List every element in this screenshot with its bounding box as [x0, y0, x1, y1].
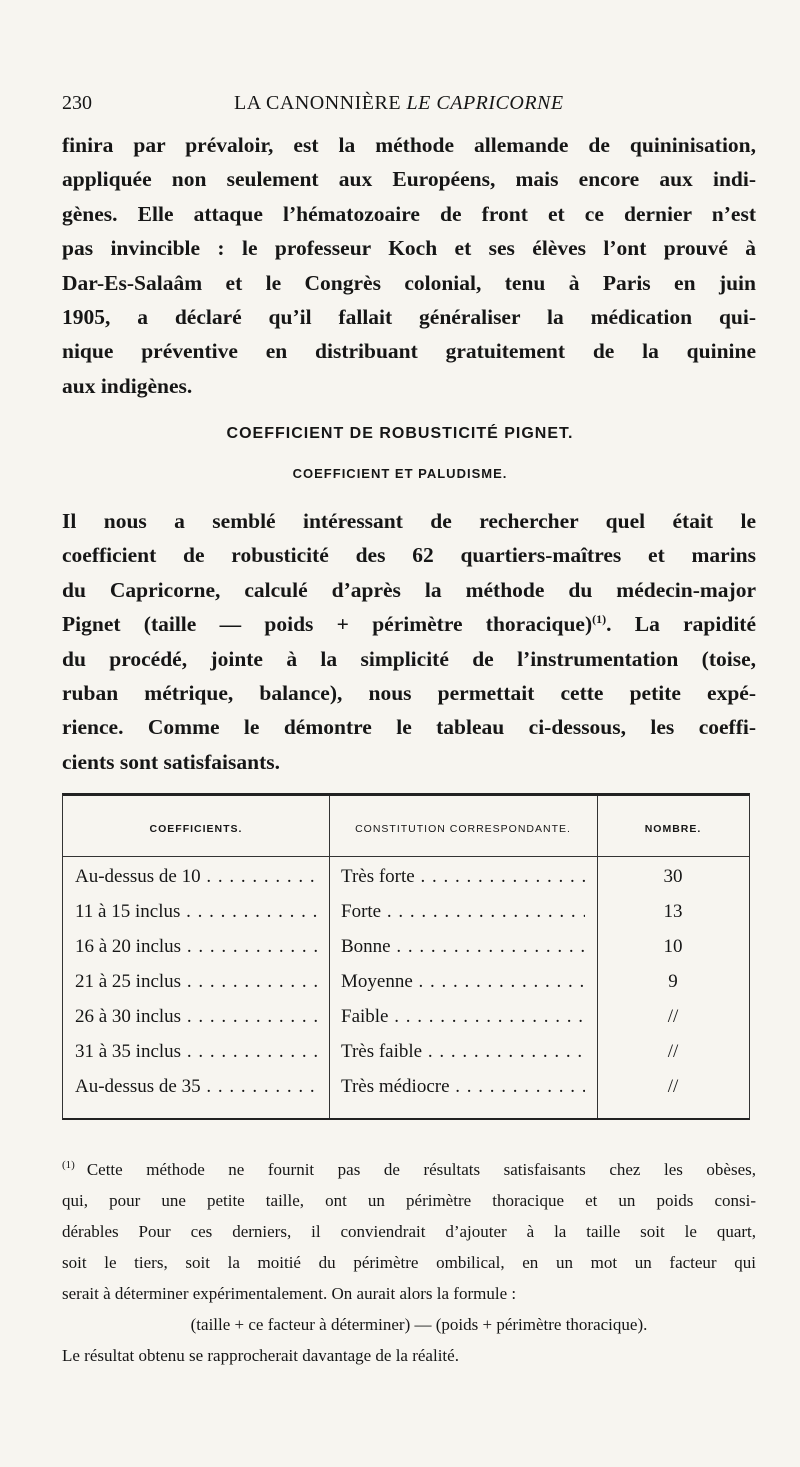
- footnote-marker: (1): [62, 1159, 75, 1172]
- cell-constitution: Très forte . . .: [341, 866, 585, 888]
- footnote: [62, 1154, 756, 1371]
- cell-range: Au-dessus de 35 . . .: [75, 1076, 317, 1098]
- column-header-coefficients: COEFFICIENTS.: [149, 823, 243, 835]
- table-row: [63, 971, 749, 1005]
- column-header-nombre: NOMBRE.: [644, 823, 702, 835]
- cell-range: 26 à 30 inclus . . .: [75, 1006, 317, 1028]
- footnote-line: dérables Pour ces derniers, il conviendrait d’ajouter à la taille soit le quart,: [62, 1222, 756, 1241]
- text-fragment: Cette méthode ne fournit pas de résultats satisfaisants chez les obèses,: [86, 1160, 756, 1179]
- cell-count: 30: [663, 866, 683, 887]
- cell-constitution: Très faible . . .: [341, 1041, 585, 1063]
- running-title-roman: LA CANONNIÈRE: [234, 92, 402, 114]
- text-line: aux indigènes.: [62, 373, 193, 398]
- page-number: 230: [62, 92, 92, 114]
- footnote-formula: (taille + ce facteur à déterminer) — (poids + périmètre thoracique).: [190, 1315, 648, 1334]
- text-line: 1905, a déclaré qu’il fallait généraliser la médication qui-: [62, 305, 756, 330]
- text-line: gènes. Elle attaque l’hématozoaire de front et ce dernier n’est: [62, 201, 756, 226]
- cell-count: //: [667, 1041, 679, 1062]
- text-fragment: Pignet (taille — poids + périmètre thoracique): [62, 612, 593, 637]
- text-line: du procédé, jointe à la simplicité de l’instrumentation (toise,: [62, 646, 756, 671]
- text-fragment: . La rapidité: [606, 612, 756, 637]
- text-line: pas invincible : le professeur Koch et ses élèves l’ont prouvé à: [62, 236, 756, 261]
- column-header-constitution: CONSTITUTION CORRESPONDANTE.: [355, 823, 571, 835]
- cell-constitution: Bonne . . .: [341, 936, 585, 958]
- text-line: ruban métrique, balance), nous permettait cette petite expé-: [62, 681, 756, 706]
- paragraph-quininisation: [62, 128, 756, 403]
- cell-count: 9: [668, 971, 678, 992]
- text-line: appliquée non seulement aux Européens, mais encore aux indi-: [62, 167, 756, 192]
- cell-range: 16 à 20 inclus . . .: [75, 936, 317, 958]
- cell-count: //: [667, 1076, 679, 1097]
- table-row: [63, 901, 749, 935]
- coefficient-table: [62, 793, 750, 1120]
- cell-range: 31 à 35 inclus . . .: [75, 1041, 317, 1063]
- footnote-line: serait à déterminer expérimentalement. On aurait alors la formule :: [62, 1284, 517, 1303]
- cell-range: 11 à 15 inclus . . .: [75, 901, 317, 923]
- text-line-with-footnote: [62, 607, 756, 641]
- text-line: coefficient de robusticité des 62 quartiers-maîtres et marins: [62, 543, 756, 568]
- cell-count: //: [667, 1006, 679, 1027]
- table-row: [63, 1006, 749, 1040]
- cell-count: 10: [663, 936, 683, 957]
- cell-constitution: Très médiocre . . .: [341, 1076, 585, 1098]
- text-line: cients sont satisfaisants.: [62, 749, 281, 774]
- text-line: Dar-Es-Salaâm et le Congrès colonial, tenu à Paris en juin: [62, 270, 756, 295]
- table-row: [63, 1041, 749, 1075]
- footnote-line: qui, pour une petite taille, ont un périmètre thoracique et un poids consi-: [62, 1191, 756, 1210]
- table-row: [63, 1076, 749, 1110]
- cell-constitution: Forte . . .: [341, 901, 585, 923]
- running-head: [62, 88, 738, 122]
- cell-range: 21 à 25 inclus . . .: [75, 971, 317, 993]
- running-title-italic: LE CAPRICORNE: [406, 92, 564, 114]
- paragraph-robusticite: [62, 504, 756, 779]
- footnote-line: soit le tiers, soit la moitié du périmètre ombilical, en un mot un facteur qui: [62, 1253, 756, 1272]
- footnote-conclusion: Le résultat obtenu se rapprocherait davantage de la réalité.: [62, 1346, 459, 1365]
- table-row: [63, 936, 749, 970]
- text-line: finira par prévaloir, est la méthode allemande de quininisation,: [62, 133, 756, 157]
- cell-constitution: Moyenne . . .: [341, 971, 585, 993]
- cell-constitution: Faible . . .: [341, 1006, 585, 1028]
- cell-count: 13: [663, 901, 683, 922]
- text-line: nique préventive en distribuant gratuitement de la quinine: [62, 339, 756, 364]
- cell-range: Au-dessus de 10 . . .: [75, 866, 317, 888]
- text-line: Il nous a semblé intéressant de rechercher quel était le: [62, 509, 756, 533]
- section-subheading: COEFFICIENT ET PALUDISME.: [292, 466, 508, 481]
- section-heading: COEFFICIENT DE ROBUSTICITÉ PIGNET.: [226, 425, 574, 442]
- header-rule: [63, 856, 749, 857]
- footnote-line: [62, 1154, 756, 1185]
- table-row: [63, 866, 749, 900]
- text-line: du Capricorne, calculé d’après la méthode du médecin-major: [62, 577, 756, 602]
- running-title: [234, 92, 564, 115]
- footnote-reference[interactable]: (1): [592, 612, 607, 627]
- text-line: rience. Comme le démontre le tableau ci-dessous, les coeffi-: [62, 715, 756, 740]
